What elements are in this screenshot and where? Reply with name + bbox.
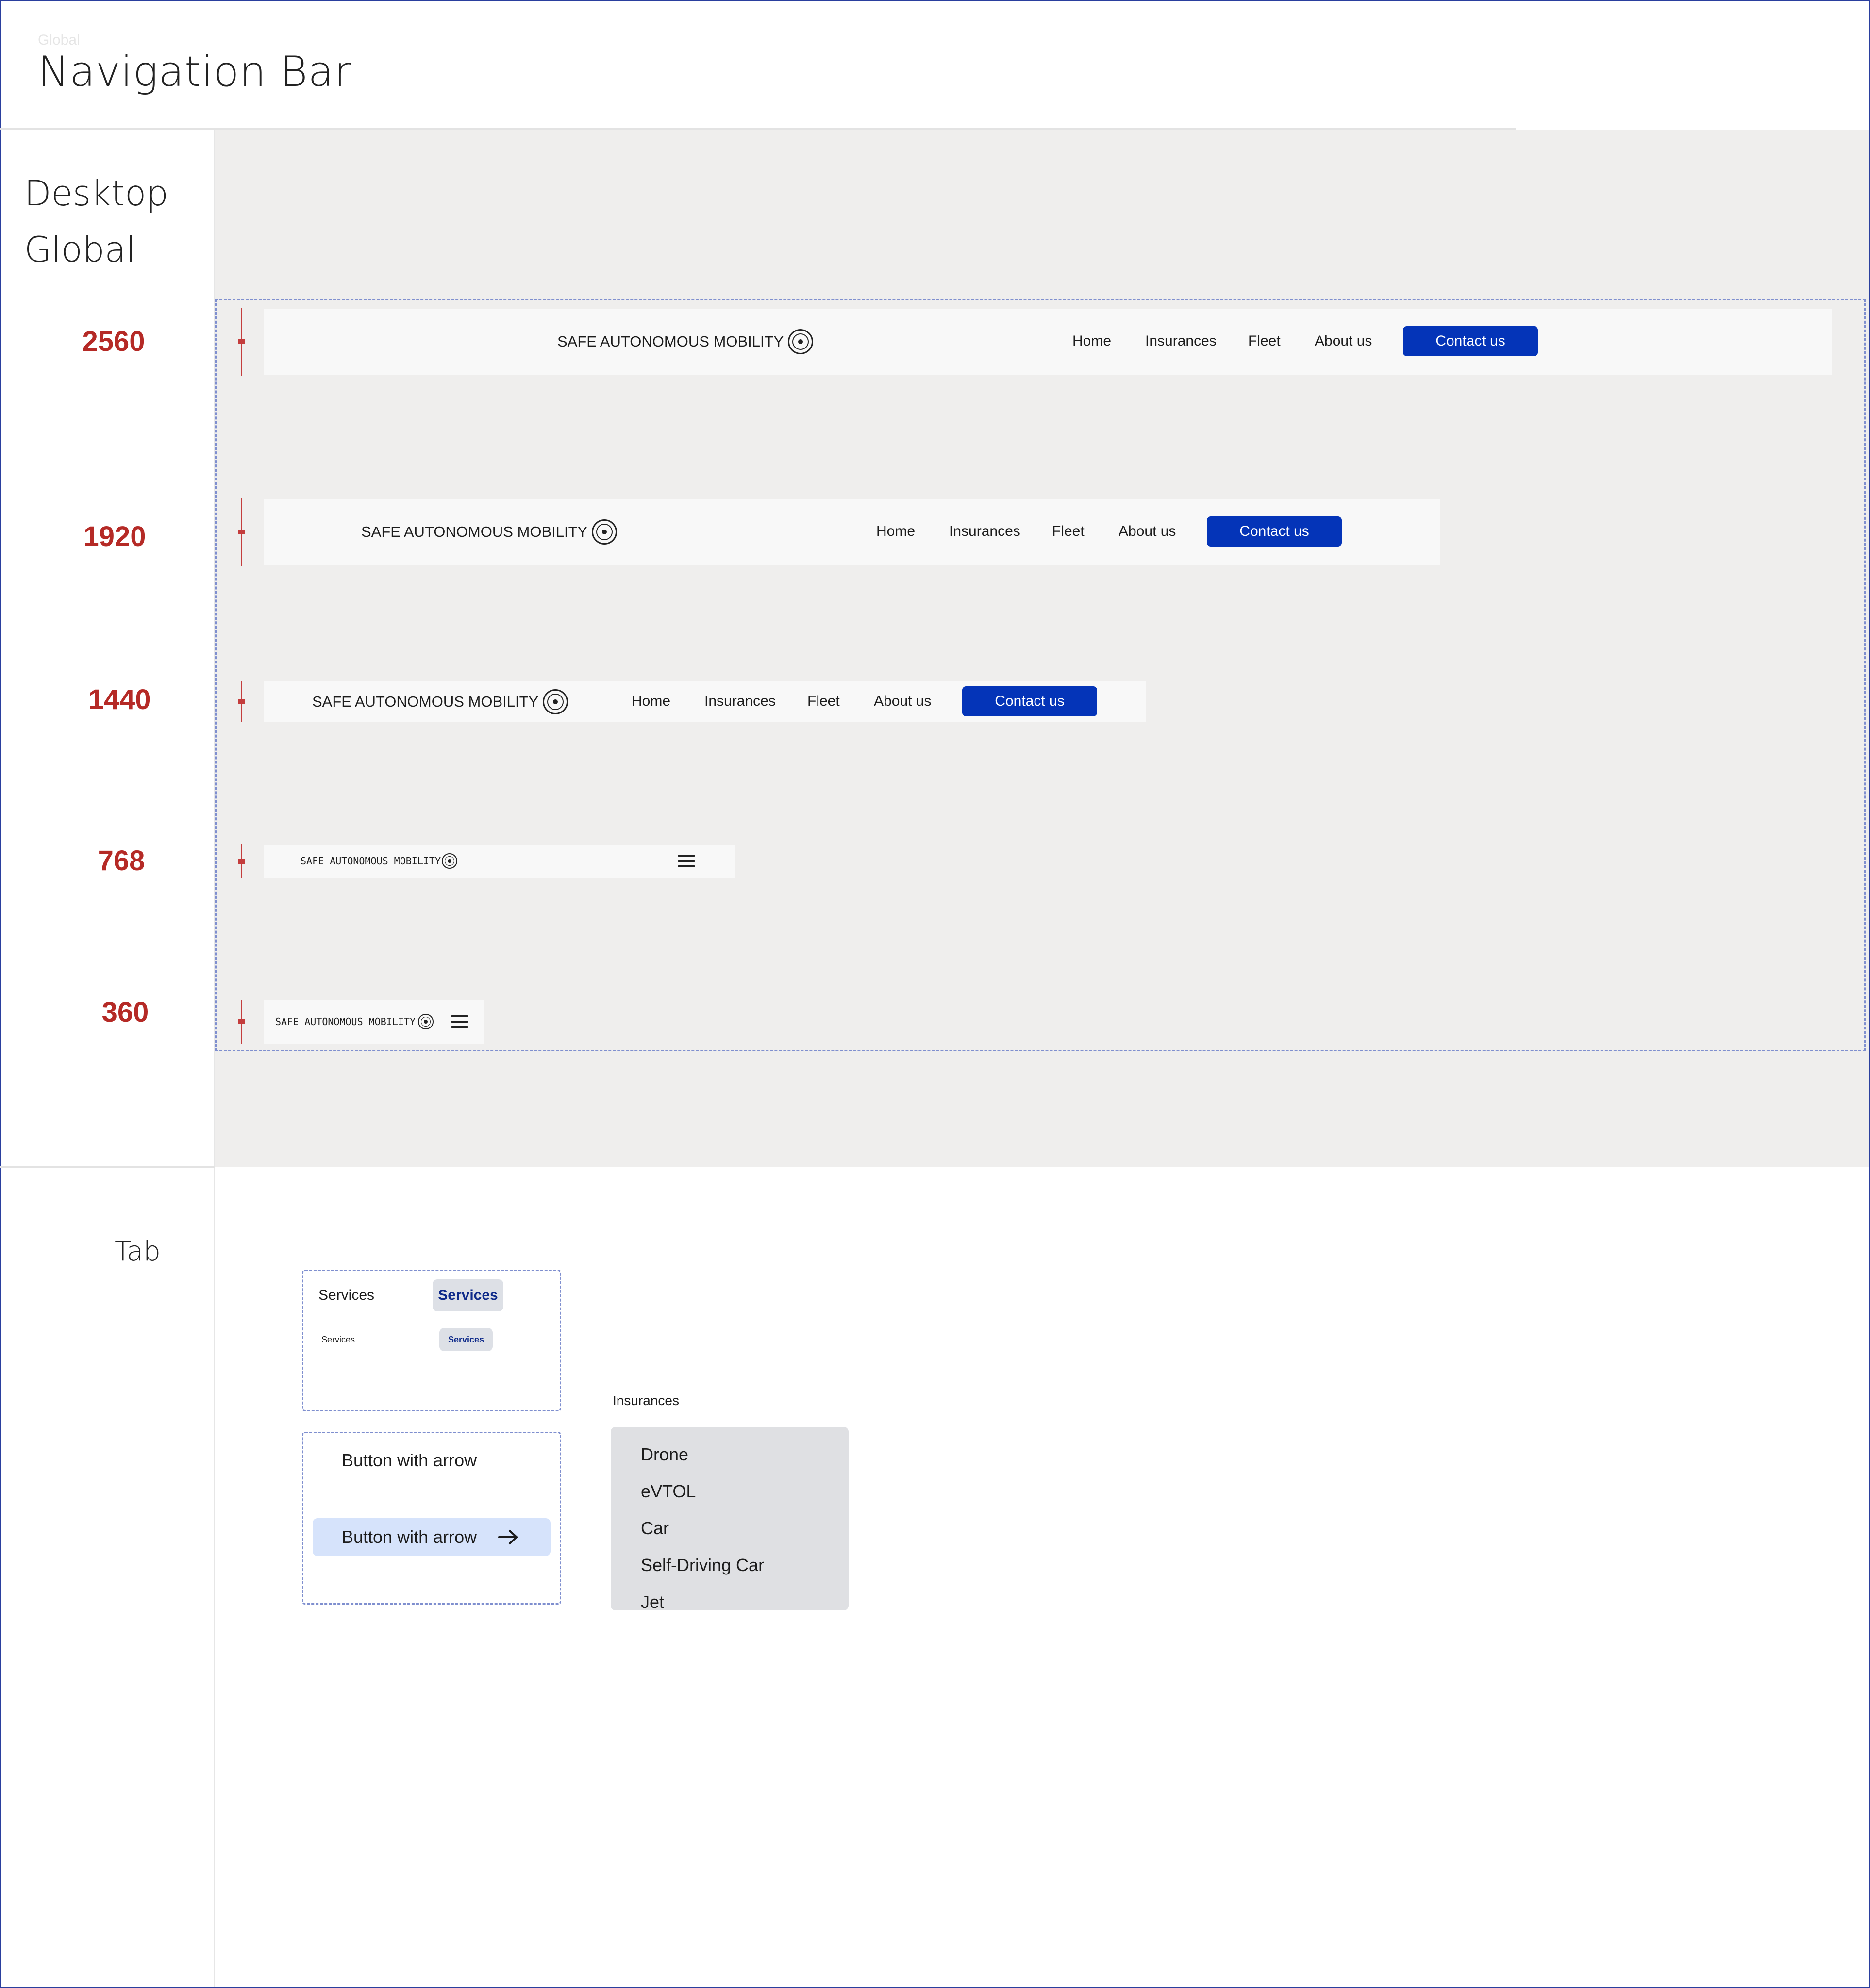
nav-link-home[interactable]: Home <box>876 523 916 539</box>
target-circle-icon <box>418 1014 434 1029</box>
header-overline: Global <box>38 32 80 48</box>
tab-services-small-active[interactable]: Services <box>439 1328 493 1351</box>
target-circle-icon <box>442 853 457 869</box>
nav-link-insurances[interactable]: Insurances <box>1145 333 1217 349</box>
nav-link-home[interactable]: Home <box>632 693 671 709</box>
navbar-2560 <box>264 309 1832 375</box>
target-circle-icon <box>788 329 813 354</box>
contact-us-button[interactable]: Contact us <box>962 686 1097 716</box>
dropdown-item-drone[interactable]: Drone <box>641 1444 689 1464</box>
hamburger-menu-icon[interactable] <box>451 1015 468 1028</box>
breakpoint-label-1440: 1440 <box>88 684 151 715</box>
tab-services-default[interactable]: Services <box>318 1287 375 1303</box>
insurances-dropdown <box>611 1427 849 1610</box>
section-title-line1: Desktop <box>24 173 168 214</box>
target-circle-icon <box>592 519 617 545</box>
target-circle-icon <box>543 689 568 714</box>
nav-link-about-us[interactable]: About us <box>1119 523 1176 539</box>
brand-name-mobile[interactable]: SAFE AUTONOMOUS MOBILITY <box>301 855 441 867</box>
dropdown-item-car[interactable]: Car <box>641 1518 669 1538</box>
brand-name[interactable]: SAFE AUTONOMOUS MOBILITY <box>557 333 784 350</box>
nav-link-fleet[interactable]: Fleet <box>807 693 840 709</box>
nav-link-insurances[interactable]: Insurances <box>704 693 776 709</box>
nav-link-fleet[interactable]: Fleet <box>1248 333 1281 349</box>
nav-link-home[interactable]: Home <box>1072 333 1112 349</box>
height-marker-dot <box>238 339 245 344</box>
arrow-button-hover[interactable] <box>313 1518 551 1556</box>
nav-link-about-us[interactable]: About us <box>874 693 932 709</box>
section-title-line2: Global <box>24 229 136 270</box>
dropdown-title: Insurances <box>613 1393 679 1408</box>
nav-link-insurances[interactable]: Insurances <box>949 523 1020 539</box>
height-marker-dot <box>238 530 245 534</box>
height-marker-dot <box>238 1019 245 1024</box>
nav-link-fleet[interactable]: Fleet <box>1052 523 1085 539</box>
section-divider <box>0 1166 215 1168</box>
arrow-right-icon <box>498 1529 519 1545</box>
breakpoints-frame <box>215 299 1866 1051</box>
contact-us-button[interactable]: Contact us <box>1403 326 1538 356</box>
navbar-360 <box>264 1000 484 1044</box>
sidebar-column <box>0 130 215 1987</box>
navbar-1440 <box>264 681 1146 722</box>
dropdown-item-jet[interactable]: Jet <box>641 1592 665 1612</box>
section-title <box>24 165 168 278</box>
navbar-768 <box>264 845 735 878</box>
page-title: Navigation Bar <box>38 48 352 96</box>
tab-section-title: Tab <box>115 1236 161 1267</box>
tab-services-small-default[interactable]: Services <box>321 1335 355 1344</box>
navbar-1920 <box>264 499 1440 565</box>
dropdown-item-self-driving-car[interactable]: Self-Driving Car <box>641 1555 765 1575</box>
breakpoint-label-2560: 2560 <box>82 326 145 357</box>
breakpoint-label-1920: 1920 <box>83 521 146 552</box>
arrow-button-default[interactable]: Button with arrow <box>342 1450 477 1470</box>
arrow-button-label: Button with arrow <box>342 1527 477 1547</box>
height-marker-dot <box>238 859 245 864</box>
tab-services-active[interactable]: Services <box>433 1279 503 1311</box>
brand-name[interactable]: SAFE AUTONOMOUS MOBILITY <box>361 523 588 540</box>
height-marker-dot <box>238 699 245 704</box>
brand-name[interactable]: SAFE AUTONOMOUS MOBILITY <box>312 693 539 710</box>
dropdown-item-evtol[interactable]: eVTOL <box>641 1481 696 1501</box>
breakpoint-label-360: 360 <box>101 996 149 1028</box>
brand-name-mobile[interactable]: SAFE AUTONOMOUS MOBILITY <box>275 1016 416 1027</box>
nav-link-about-us[interactable]: About us <box>1315 333 1372 349</box>
hamburger-menu-icon[interactable] <box>678 855 695 867</box>
contact-us-button[interactable]: Contact us <box>1207 516 1342 547</box>
breakpoint-label-768: 768 <box>98 845 145 877</box>
